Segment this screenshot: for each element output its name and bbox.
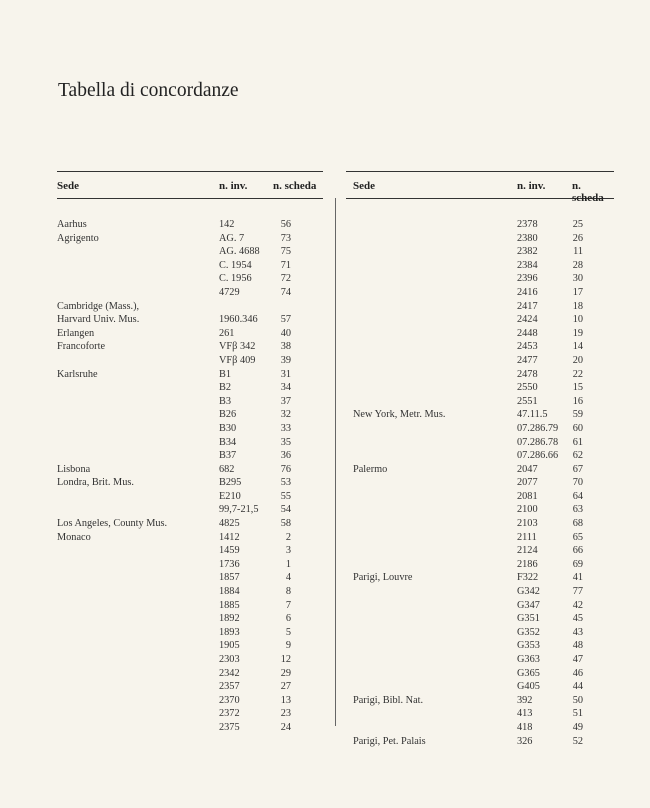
table-body [57,218,323,735]
table-row [57,300,323,314]
table-row [57,436,323,450]
cell-inv: C. 1956 [219,273,252,285]
cell-scheda: 50 [572,694,583,706]
cell-scheda: 69 [572,558,583,570]
table-row [57,585,323,599]
header-bottom-rule [57,198,323,199]
table-row [346,653,614,667]
table-row [57,571,323,585]
cell-scheda: 56 [280,219,291,230]
table-row [346,340,614,354]
cell-inv: 2047 [517,463,538,475]
table-row [57,476,323,490]
cell-scheda: 17 [572,286,583,298]
cell-inv: E210 [219,490,241,502]
cell-inv: 4825 [219,518,240,530]
table-row [346,517,614,531]
cell-scheda: 45 [572,613,583,625]
cell-scheda: 16 [572,395,583,407]
cell-sede: Palermo [353,463,388,475]
cell-sede: Cambridge (Mass.), [57,300,140,312]
table-row [346,735,614,749]
table-row [57,490,323,504]
cell-scheda: 13 [280,694,291,706]
cell-inv: G347 [517,599,540,611]
cell-scheda: 63 [572,504,583,516]
cell-inv: 2380 [517,232,538,244]
table-row [346,707,614,721]
cell-inv: 2357 [219,681,240,693]
cell-inv: 1892 [219,613,240,625]
table-row [57,272,323,286]
cell-scheda: 4 [285,572,291,584]
cell-scheda: 39 [280,354,291,366]
cell-scheda: 55 [280,490,291,502]
table-row [57,599,323,613]
table-row [57,531,323,545]
table-row [346,626,614,640]
cell-scheda: 32 [280,409,291,421]
cell-inv: 2453 [517,341,538,353]
cell-inv: G353 [517,640,540,652]
table-row [57,653,323,667]
table-row [57,313,323,327]
cell-scheda: 1 [285,558,291,570]
cell-scheda: 52 [572,735,583,747]
table-row [57,232,323,246]
cell-scheda: 38 [280,341,291,353]
cell-inv: B26 [219,409,237,421]
table-row [57,639,323,653]
table-row [346,558,614,572]
cell-inv: 2103 [517,518,538,530]
cell-inv: 2124 [517,545,538,557]
cell-scheda: 6 [285,613,291,625]
cell-inv: 2100 [517,504,538,516]
cell-sede: Aarhus [57,219,87,230]
cell-sede: Parigi, Bibl. Nat. [353,694,424,706]
cell-scheda: 49 [572,721,583,733]
cell-inv: 2448 [517,327,538,339]
cell-scheda: 76 [280,463,291,475]
cell-scheda: 75 [280,246,291,258]
cell-inv: 1884 [219,586,240,598]
cell-inv: 2478 [517,368,538,380]
cell-scheda: 30 [572,273,583,285]
table-row [346,395,614,409]
cell-inv: 2416 [517,286,538,298]
cell-inv: B30 [219,422,237,434]
table-row [57,463,323,477]
table-row [57,503,323,517]
cell-inv: VFβ 342 [219,341,256,353]
cell-sede: Londra, Brit. Mus. [57,477,134,489]
cell-inv: C. 1954 [219,259,252,271]
cell-inv: G365 [517,667,540,679]
cell-scheda: 43 [572,626,583,638]
cell-scheda: 11 [573,246,583,258]
cell-inv: 392 [517,694,533,706]
cell-scheda: 15 [572,382,583,394]
cell-inv: 413 [517,708,533,720]
cell-sede: Harvard Univ. Mus. [57,314,140,326]
cell-scheda: 22 [572,368,583,380]
cell-sede: Karlsruhe [57,368,98,380]
cell-inv: 2384 [517,259,538,271]
table-row [346,232,614,246]
cell-scheda: 3 [285,545,291,557]
table-header [346,172,614,204]
cell-inv: B3 [219,395,232,407]
table-row [57,408,323,422]
table-row [57,340,323,354]
table-row [346,639,614,653]
cell-scheda: 19 [572,327,583,339]
header-sede: Sede [353,180,375,192]
cell-inv: 1412 [219,531,240,543]
cell-inv: AG. 4688 [219,246,260,258]
cell-sede: Francoforte [57,341,106,353]
cell-scheda: 36 [280,450,291,462]
table-row [57,286,323,300]
right-column [346,171,614,748]
table-row [346,300,614,314]
cell-scheda: 41 [572,572,583,584]
cell-sede: Lisbona [57,463,91,475]
cell-inv: F322 [517,572,539,584]
table-row [346,544,614,558]
cell-scheda: 8 [285,586,291,598]
cell-inv: 07.286.66 [517,450,559,462]
cell-inv: B2 [219,382,232,394]
left-column [57,171,323,735]
table-row [346,680,614,694]
cell-inv: 682 [219,463,235,475]
column-divider [335,198,336,726]
cell-scheda: 12 [280,654,291,665]
cell-scheda: 73 [280,232,291,244]
cell-inv: B37 [219,450,237,462]
table-row [57,544,323,558]
cell-scheda: 44 [572,681,583,693]
cell-scheda: 10 [572,314,583,326]
table-row [346,667,614,681]
cell-scheda: 27 [280,681,291,693]
cell-scheda: 57 [280,314,291,326]
table-row [57,218,323,232]
table-row [346,286,614,300]
cell-inv: 2378 [517,219,538,230]
cell-sede: Erlangen [57,327,95,339]
cell-inv: G351 [517,613,540,625]
cell-scheda: 25 [572,219,583,230]
cell-inv: 4729 [219,286,240,298]
table-row [57,381,323,395]
table-row [346,327,614,341]
table-row [346,476,614,490]
table-row [57,558,323,572]
cell-scheda: 42 [572,599,583,611]
cell-inv: 99,7-21,5 [219,504,259,516]
cell-scheda: 65 [572,531,583,543]
cell-scheda: 18 [572,300,583,312]
cell-sede: Parigi, Louvre [353,572,413,584]
table-row [57,245,323,259]
cell-scheda: 74 [280,286,291,298]
cell-inv: VFβ 409 [219,354,256,366]
table-row [346,490,614,504]
cell-scheda: 31 [280,368,291,380]
cell-sede: Parigi, Pet. Palais [353,735,426,747]
cell-scheda: 48 [572,640,583,652]
cell-sede: Monaco [57,531,91,543]
cell-scheda: 66 [572,545,583,557]
cell-inv: G342 [517,586,540,598]
cell-inv: 2077 [517,477,538,489]
cell-scheda: 72 [280,273,291,285]
table-row [57,707,323,721]
cell-sede: Los Angeles, County Mus. [57,518,168,530]
table-row [346,354,614,368]
cell-inv: 2551 [517,395,538,407]
table-row [57,354,323,368]
table-row [346,571,614,585]
table-row [346,449,614,463]
table-row [346,408,614,422]
cell-scheda: 51 [572,708,583,720]
table-row [57,721,323,735]
cell-inv: 261 [219,327,235,339]
cell-inv: G363 [517,654,540,665]
cell-scheda: 54 [280,504,291,516]
table-row [57,517,323,531]
table-row [57,694,323,708]
cell-inv: 1736 [219,558,240,570]
table-row [57,327,323,341]
cell-scheda: 53 [280,477,291,489]
cell-inv: 1960.346 [219,314,258,326]
cell-inv: 07.286.79 [517,422,559,434]
table-row [57,626,323,640]
cell-inv: 2111 [517,531,537,543]
table-row [57,368,323,382]
cell-scheda: 7 [285,599,291,611]
header-sede: Sede [57,180,79,192]
cell-scheda: 58 [280,518,291,530]
cell-scheda: 24 [280,721,291,733]
cell-scheda: 9 [285,640,291,652]
cell-inv: 2375 [219,721,240,733]
table-row [57,680,323,694]
cell-inv: B295 [219,477,242,489]
cell-inv: 2081 [517,490,538,502]
table-row [346,436,614,450]
cell-scheda: 28 [572,259,583,271]
cell-scheda: 20 [572,354,583,366]
table-row [346,694,614,708]
cell-inv: 2303 [219,654,240,665]
cell-inv: 1885 [219,599,240,611]
cell-scheda: 33 [280,422,291,434]
cell-scheda: 67 [572,463,583,475]
table-row [346,463,614,477]
header-inv: n. inv. [517,180,546,192]
cell-inv: AG. 7 [219,232,245,244]
cell-inv: 2417 [517,300,538,312]
table-row [346,313,614,327]
table-row [346,368,614,382]
table-row [57,612,323,626]
cell-inv: G352 [517,626,540,638]
cell-inv: 2424 [517,314,538,326]
cell-sede: Agrigento [57,232,99,244]
header-scheda: n. scheda [572,180,604,204]
table-row [57,667,323,681]
cell-scheda: 77 [572,586,583,598]
table-row [346,218,614,232]
page-title: Tabella di concordanze [58,80,239,101]
cell-inv: 418 [517,721,533,733]
cell-inv: 2550 [517,382,538,394]
cell-inv: B34 [219,436,237,448]
header-inv: n. inv. [219,180,248,192]
cell-scheda: 59 [572,409,583,421]
cell-scheda: 46 [572,667,583,679]
cell-inv: 326 [517,735,533,747]
table-body [346,218,614,748]
cell-inv: G405 [517,681,540,693]
cell-inv: 1459 [219,545,240,557]
cell-inv: 2342 [219,667,240,679]
table-row [346,381,614,395]
cell-scheda: 23 [280,708,291,720]
cell-sede: New York, Metr. Mus. [353,409,446,421]
cell-scheda: 35 [280,436,291,448]
cell-inv: 1857 [219,572,240,584]
table-row [346,531,614,545]
cell-scheda: 70 [572,477,583,489]
cell-scheda: 68 [572,518,583,530]
table-row [57,259,323,273]
header-scheda: n. scheda [273,180,317,192]
cell-scheda: 14 [572,341,583,353]
table-row [346,272,614,286]
table-header [57,172,323,198]
cell-inv: 1893 [219,626,240,638]
cell-inv: 2382 [517,246,538,258]
cell-scheda: 60 [572,422,583,434]
table-row [346,503,614,517]
table-row [346,612,614,626]
cell-inv: 2372 [219,708,240,720]
table-row [346,422,614,436]
table-row [346,585,614,599]
cell-scheda: 26 [572,232,583,244]
table-row [346,599,614,613]
cell-scheda: 34 [280,382,291,394]
table-row [346,259,614,273]
cell-inv: 47.11.5 [517,409,548,421]
cell-scheda: 5 [285,626,291,638]
cell-scheda: 71 [280,259,291,271]
cell-inv: 2186 [517,558,538,570]
cell-scheda: 29 [280,667,291,679]
cell-scheda: 61 [572,436,583,448]
cell-inv: 2477 [517,354,538,366]
cell-inv: 07.286.78 [517,436,559,448]
table-row [346,245,614,259]
cell-scheda: 2 [285,531,291,543]
cell-scheda: 40 [280,327,291,339]
table-row [346,721,614,735]
cell-scheda: 47 [572,654,583,665]
cell-scheda: 64 [572,490,583,502]
cell-scheda: 62 [572,450,583,462]
table-row [57,422,323,436]
cell-inv: B1 [219,368,232,380]
cell-scheda: 37 [280,395,291,407]
table-row [57,395,323,409]
cell-inv: 2370 [219,694,240,706]
cell-inv: 1905 [219,640,240,652]
cell-inv: 2396 [517,273,538,285]
table-row [57,449,323,463]
cell-inv: 142 [219,219,235,230]
